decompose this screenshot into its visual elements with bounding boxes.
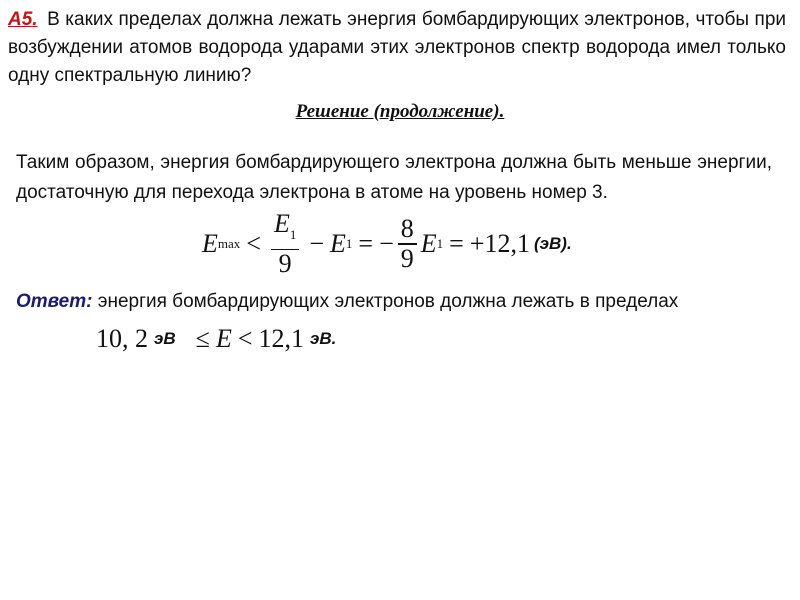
- solution-paragraph: Таким образом, энергия бомбардирующего электрона должна быть меньше энергии, достаточную для перехода электрона в атоме на уровень номер 3.: [16, 152, 772, 203]
- answer-high-value: 12,1: [258, 324, 305, 353]
- answer-low-value: 10, 2: [96, 324, 148, 353]
- formula-result: +12,1: [469, 229, 530, 258]
- answer-text: энергия бомбардирующих электронов должна лежать в пределах: [97, 291, 679, 312]
- fraction-2-numerator: 8: [400, 214, 414, 244]
- formula-lhs-symbol: E: [202, 229, 218, 258]
- answer-label: Ответ:: [16, 291, 93, 312]
- problem-statement: [8, 6, 786, 90]
- fraction-2-denominator: 9: [400, 243, 414, 273]
- answer-range: [96, 322, 350, 356]
- formula-equals-2: =: [449, 229, 464, 258]
- formula-term-sub: 1: [345, 236, 353, 251]
- formula-term2-symbol: E: [420, 229, 437, 258]
- answer-line: [16, 288, 678, 316]
- formula-fraction-2: [398, 215, 417, 273]
- formula-negative: −: [379, 229, 394, 258]
- problem-number: А5.: [8, 9, 38, 30]
- formula-unit: (эВ).: [533, 234, 572, 253]
- problem-text: В каких пределах должна лежать энергия бомбардирующих электронов, чтобы при возбуждении атомов водорода ударами этих электронов спектр водорода имел только одну спектральную линию?: [8, 9, 786, 86]
- formula-minus: −: [309, 229, 325, 258]
- answer-less-than: <: [237, 324, 253, 353]
- formula-equals-1: =: [358, 229, 374, 258]
- solution-heading: Решение (продолжение).: [295, 101, 505, 122]
- formula-lhs-sub: max: [217, 236, 241, 251]
- answer-leq: ≤: [195, 324, 210, 353]
- formula-fraction-1: [271, 210, 299, 279]
- fraction-1-num-symbol: E: [273, 208, 290, 238]
- energy-formula: [202, 208, 572, 279]
- answer-low-unit: эВ: [154, 329, 176, 348]
- formula-term2-sub: 1: [436, 236, 444, 251]
- answer-variable: E: [215, 324, 232, 353]
- fraction-1-numerator: [271, 210, 299, 249]
- fraction-1-denominator: 9: [278, 249, 292, 279]
- answer-high-unit: эВ.: [310, 329, 337, 348]
- fraction-1-num-sub: 1: [289, 226, 297, 242]
- formula-term-symbol: E: [330, 229, 346, 258]
- formula-less-than: <: [246, 229, 261, 258]
